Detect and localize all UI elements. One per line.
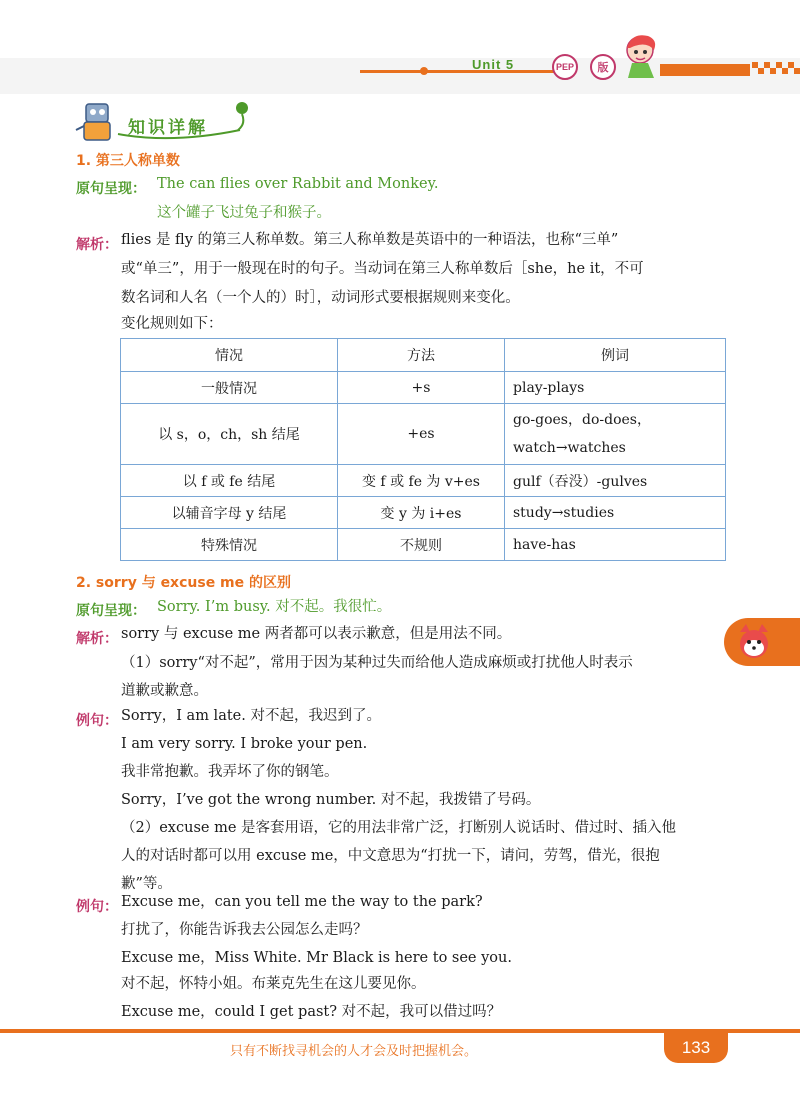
table-cell-method: 不规则	[338, 529, 505, 561]
table-cell-case: 以辅音字母 y 结尾	[121, 497, 338, 529]
point1-heading: 1. 第三人称单数	[76, 153, 180, 169]
pep-badge: PEP	[552, 54, 578, 80]
header-banner	[0, 58, 800, 94]
example-sentence: 打扰了，你能告诉我去公园怎么走吗？	[121, 922, 368, 938]
section-title: 知识详解	[128, 118, 208, 138]
example-sentence: Excuse me，Miss White. Mr Black is here to see you.	[121, 950, 512, 966]
table-row	[121, 529, 726, 561]
table-header-cell: 例词	[505, 339, 726, 372]
table-cell-example: play-plays	[505, 372, 726, 404]
example2-label: 例句：	[76, 899, 118, 915]
table-cell-example-line: go-goes，do-does，	[513, 412, 651, 428]
table-header-cell: 方法	[338, 339, 505, 372]
table-cell-method: 变 y 为 i+es	[338, 497, 505, 529]
table-cell-case: 以 f 或 fe 结尾	[121, 465, 338, 497]
rules-intro: 变化规则如下：	[121, 316, 223, 332]
table-cell-case: 特殊情况	[121, 529, 338, 561]
table-row	[121, 404, 726, 465]
usage2-line: （2）excuse me 是客套用语，它的用法非常广泛，打断别人说话时、借过时、插入他	[121, 820, 677, 836]
table-cell-example	[505, 404, 726, 465]
table-header-cell: 情况	[121, 339, 338, 372]
table-cell-example: gulf（吞没）-gulves	[505, 465, 726, 497]
point1-original-label: 原句呈现：	[76, 181, 146, 197]
table-cell-method: +es	[338, 404, 505, 465]
usage1-line: 道歉或歉意。	[121, 683, 208, 699]
table-cell-case: 以 s，o，ch，sh 结尾	[121, 404, 338, 465]
example-sentence: Excuse me，could I get past? 对不起，我可以借过吗？	[121, 1004, 502, 1020]
point1-analysis-label: 解析：	[76, 237, 118, 253]
point2-original-label: 原句呈现：	[76, 603, 146, 619]
cartoon-mascot-icon	[618, 30, 666, 80]
table-cell-case: 一般情况	[121, 372, 338, 404]
table-cell-example-line: watch→watches	[513, 440, 626, 456]
table-row	[121, 465, 726, 497]
point1-original-en: The can flies over Rabbit and Monkey.	[157, 176, 439, 192]
point1-analysis-line: 或“单三”，用于一般现在时的句子。当动词在第三人称单数后［she，he it，不可	[121, 261, 644, 277]
table-row	[121, 497, 726, 529]
point2-heading: 2. sorry 与 excuse me 的区别	[76, 575, 292, 591]
example1-label: 例句：	[76, 713, 118, 729]
example-sentence: I am very sorry. I broke your pen.	[121, 736, 368, 752]
point2-original-text: Sorry. I’m busy. 对不起。我很忙。	[157, 599, 392, 615]
usage2-line: 人的对话时都可以用 excuse me，中文意思为“打扰一下，请问，劳驾，借光，很抱	[121, 848, 660, 864]
table-cell-method: 变 f 或 fe 为 v+es	[338, 465, 505, 497]
table-cell-example: have-has	[505, 529, 726, 561]
unit-label: Unit 5	[472, 57, 515, 72]
footer-motto: 只有不断找寻机会的人才会及时把握机会。	[230, 1044, 478, 1059]
point1-analysis-line: 数名词和人名（一个人的）时］，动词形式要根据规则来变化。	[121, 290, 520, 306]
usage1-line: （1）sorry“对不起”，常用于因为某种过失而给他人造成麻烦或打扰他人时表示	[121, 655, 633, 671]
example-sentence: Sorry，I am late. 对不起，我迟到了。	[121, 708, 381, 724]
table-cell-example: study→studies	[505, 497, 726, 529]
usage2-line: 歉”等。	[121, 876, 172, 892]
table-row	[121, 372, 726, 404]
point1-analysis-line: flies 是 fly 的第三人称单数。第三人称单数是英语中的一种语法，也称“三单”	[121, 232, 619, 248]
page-number: 133	[664, 1033, 728, 1063]
point1-original-cn: 这个罐子飞过兔子和猴子。	[157, 205, 331, 221]
example-sentence: 对不起，怀特小姐。布莱克先生在这儿要见你。	[121, 976, 426, 992]
edition-badge: 版	[590, 54, 616, 80]
point2-analysis-line: sorry 与 excuse me 两者都可以表示歉意，但是用法不同。	[121, 626, 512, 642]
fox-face-icon	[734, 622, 774, 662]
example-sentence: Excuse me，can you tell me the way to the park?	[121, 894, 483, 910]
example-sentence: 我非常抱歉。我弄坏了你的钢笔。	[121, 764, 339, 780]
table-header-row	[121, 339, 726, 372]
example-sentence: Sorry，I’ve got the wrong number. 对不起，我拨错了号码。	[121, 792, 541, 808]
table-cell-method: +s	[338, 372, 505, 404]
rules-table	[120, 338, 726, 561]
point2-analysis-label: 解析：	[76, 631, 118, 647]
